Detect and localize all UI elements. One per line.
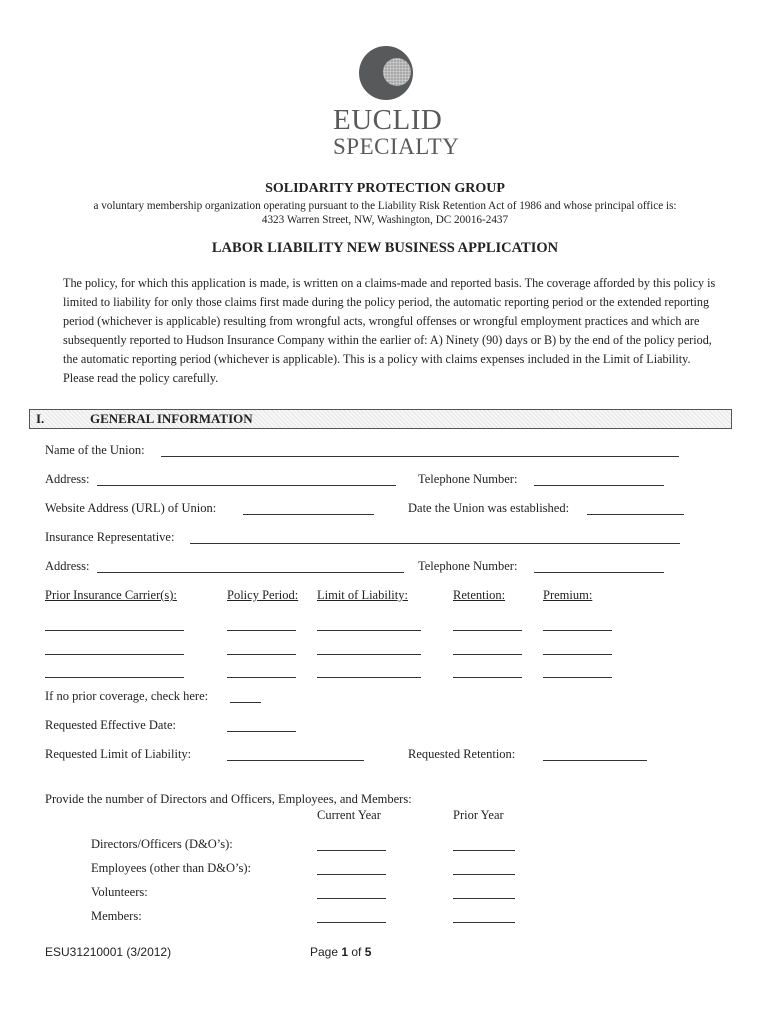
- row-volunteers: Volunteers:: [91, 885, 148, 899]
- policy-period-field[interactable]: [227, 630, 296, 631]
- requested-limit-label: Requested Limit of Liability:: [45, 747, 192, 761]
- page-prefix: Page: [310, 945, 342, 959]
- date-established-label: Date the Union was established:: [408, 501, 570, 515]
- prior-year-field[interactable]: [453, 850, 515, 851]
- form-code: ESU31210001 (3/2012): [45, 945, 172, 959]
- prior-year-field[interactable]: [453, 898, 515, 899]
- policy-period-field[interactable]: [227, 654, 296, 655]
- prior-carrier-field[interactable]: [45, 677, 184, 678]
- retention-field[interactable]: [453, 654, 522, 655]
- limit-liability-field[interactable]: [317, 630, 421, 631]
- org-description: a voluntary membership organization operating pursuant to the Liability Risk Retention Act of 1986 and whose principal office is:: [93, 200, 677, 212]
- premium-field[interactable]: [543, 677, 612, 678]
- rep-telephone-label: Telephone Number:: [418, 559, 518, 573]
- date-established-field[interactable]: [587, 514, 684, 515]
- address-label: Address:: [45, 472, 90, 486]
- col-prior-year: Prior Year: [453, 808, 504, 822]
- col-premium: Premium:: [543, 588, 593, 602]
- section-number: I.: [36, 411, 45, 426]
- counts-prompt: Provide the number of Directors and Officers, Employees, and Members:: [45, 792, 412, 806]
- col-retention: Retention:: [453, 588, 506, 602]
- telephone-field[interactable]: [534, 485, 664, 486]
- insurance-rep-label: Insurance Representative:: [45, 530, 175, 544]
- rep-telephone-field[interactable]: [534, 572, 664, 573]
- address-field[interactable]: [97, 485, 396, 486]
- intro-paragraph: The policy, for which this application is made, is written on a claims-made and reported basis. The coverage afforded by this policy is limited to liability for only those claims first made during the policy period, the automatic reporting period or the extended reporting period (whichever is applicable) resulting from wrongful acts, wrongful offenses or wrongful employment practices and which are subsequently reported to Hudson Insurance Company within the earlier of: A) Ninety (90) days or B) by the end of the policy period, the automatic reporting period (whichever is applicable). This is a policy with claims expenses included in the Limit of Liability. Please read the policy carefully.: [63, 276, 716, 385]
- brand-specialty: SPECIALTY: [333, 134, 460, 159]
- logo-dot-pattern: [383, 58, 411, 86]
- rep-address-field[interactable]: [97, 572, 404, 573]
- col-current-year: Current Year: [317, 808, 381, 822]
- premium-field[interactable]: [543, 654, 612, 655]
- org-name: SOLIDARITY PROTECTION GROUP: [265, 181, 505, 196]
- telephone-label: Telephone Number:: [418, 472, 518, 486]
- page-current: 1: [341, 945, 349, 959]
- requested-retention-label: Requested Retention:: [408, 747, 516, 761]
- requested-limit-field[interactable]: [227, 760, 364, 761]
- rep-address-label: Address:: [45, 559, 90, 573]
- row-employees: Employees (other than D&O’s):: [91, 861, 252, 875]
- prior-carrier-field[interactable]: [45, 630, 184, 631]
- no-prior-coverage-label: If no prior coverage, check here:: [45, 689, 209, 703]
- retention-field[interactable]: [453, 630, 522, 631]
- prior-year-field[interactable]: [453, 874, 515, 875]
- effective-date-label: Requested Effective Date:: [45, 718, 176, 732]
- insurance-rep-field[interactable]: [190, 543, 680, 544]
- website-label: Website Address (URL) of Union:: [45, 501, 217, 515]
- requested-retention-field[interactable]: [543, 760, 647, 761]
- current-year-field[interactable]: [317, 874, 386, 875]
- org-address: 4323 Warren Street, NW, Washington, DC 20016-2437: [261, 214, 509, 226]
- brand-euclid: EUCLID: [333, 104, 443, 136]
- col-prior-carrier: Prior Insurance Carrier(s):: [45, 588, 177, 602]
- prior-year-field[interactable]: [453, 922, 515, 923]
- effective-date-field[interactable]: [227, 731, 296, 732]
- premium-field[interactable]: [543, 630, 612, 631]
- page-of: of: [348, 945, 365, 959]
- euclid-logo-icon: [359, 46, 413, 100]
- col-limit-liability: Limit of Liability:: [317, 588, 408, 602]
- page-number: [310, 945, 371, 959]
- union-name-field[interactable]: [161, 456, 679, 457]
- current-year-field[interactable]: [317, 898, 386, 899]
- application-title: LABOR LIABILITY NEW BUSINESS APPLICATION: [211, 240, 559, 256]
- current-year-field[interactable]: [317, 850, 386, 851]
- section-title: GENERAL INFORMATION: [90, 411, 253, 426]
- retention-field[interactable]: [453, 677, 522, 678]
- row-members: Members:: [91, 909, 142, 923]
- website-field[interactable]: [243, 514, 374, 515]
- limit-liability-field[interactable]: [317, 677, 421, 678]
- policy-period-field[interactable]: [227, 677, 296, 678]
- no-prior-coverage-check[interactable]: [230, 702, 261, 703]
- col-policy-period: Policy Period:: [227, 588, 299, 602]
- union-name-label: Name of the Union:: [45, 443, 145, 457]
- current-year-field[interactable]: [317, 922, 386, 923]
- prior-carrier-field[interactable]: [45, 654, 184, 655]
- limit-liability-field[interactable]: [317, 654, 421, 655]
- page-total: 5: [364, 945, 372, 959]
- row-directors-officers: Directors/Officers (D&O’s):: [91, 837, 233, 851]
